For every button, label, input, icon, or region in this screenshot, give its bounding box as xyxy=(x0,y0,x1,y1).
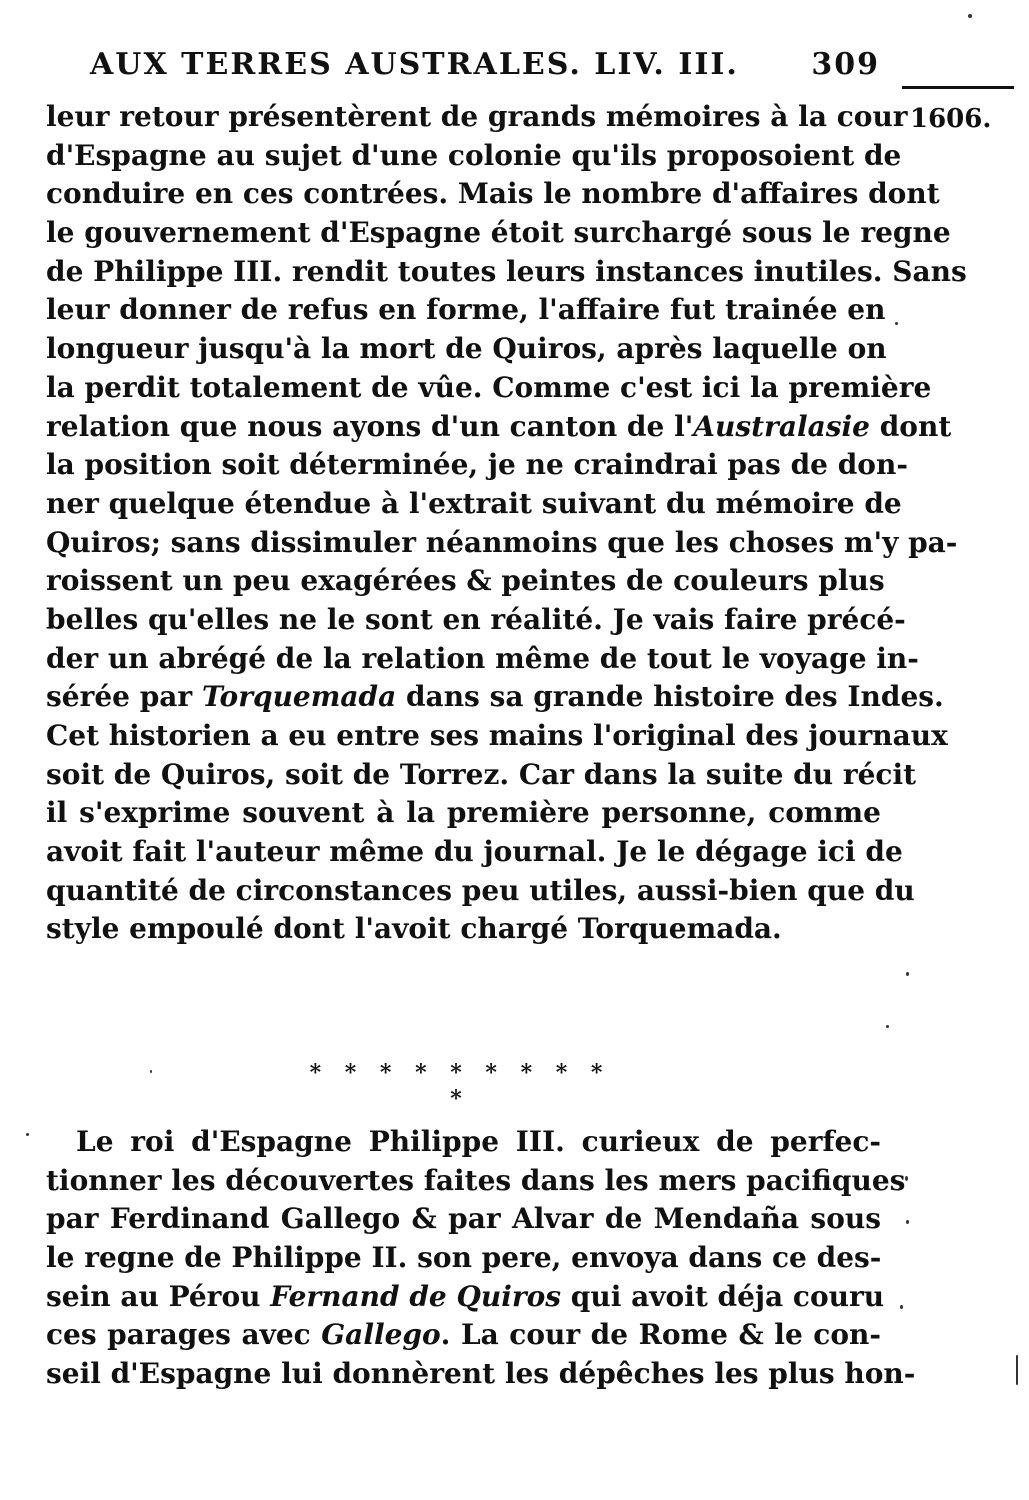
text-line: Quiros; sans dissimuler néanmoins que les choses m'y pa- xyxy=(46,525,958,559)
text-run: sérée par xyxy=(46,680,202,714)
text-line xyxy=(46,408,952,447)
text-run: dans sa grande histoire des Indes. xyxy=(396,680,944,714)
text-line: roissent un peu exagérées & peintes de couleurs plus xyxy=(46,564,885,598)
italic-term: Gallego xyxy=(321,1318,441,1352)
text-run: dont xyxy=(869,409,952,443)
text-run: ces parages avec xyxy=(46,1318,322,1352)
page-number: 309 xyxy=(811,47,880,82)
italic-term: Torquemada xyxy=(201,680,397,714)
scan-speck xyxy=(1016,1355,1018,1385)
text-line xyxy=(46,678,944,717)
italic-term: Fernand de Quiros xyxy=(270,1279,562,1313)
scan-speck xyxy=(895,322,898,325)
text-line: le gouvernement d'Espagne étoit surchargé sous le regne xyxy=(46,216,951,250)
page-header xyxy=(90,38,880,82)
text-run: sein au Pérou xyxy=(46,1279,271,1313)
text-line: Le roi d'Espagne Philippe III. curieux de perfec- xyxy=(76,1125,881,1158)
text-line: leur donner de refus en forme, l'affaire fut trainée en xyxy=(46,293,886,327)
text-run: qui avoit déja couru xyxy=(561,1279,885,1313)
text-line: la perdit totalement de vûe. Comme c'est ici la première xyxy=(46,370,932,404)
text-line: belles qu'elles ne le sont en réalité. Je vais faire précé- xyxy=(46,602,906,636)
text-line xyxy=(46,1316,881,1355)
text-line: le regne de Philippe II. son pere, envoya dans ce des- xyxy=(46,1241,882,1275)
text-line: la position soit déterminée, je ne craindrai pas de don- xyxy=(46,448,908,482)
scan-speck xyxy=(150,1070,152,1073)
text-line: d'Espagne au sujet d'une colonie qu'ils proposoient de xyxy=(46,138,902,172)
text-line: avoit fait l'auteur même du journal. Je le dégage ici de xyxy=(46,835,903,869)
paragraph-2 xyxy=(46,1123,916,1394)
text-line: style empoulé dont l'avoit chargé Torquemada. xyxy=(46,912,782,946)
text-line: soit de Quiros, soit de Torrez. Car dans la suite du récit xyxy=(46,757,917,791)
scan-speck xyxy=(906,972,909,976)
text-line: seil d'Espagne lui donnèrent les dépêches les plus hon- xyxy=(46,1357,916,1391)
scan-speck xyxy=(900,1305,903,1309)
text-line: quantité de circonstances peu utiles, aussi-bien que du xyxy=(46,873,915,907)
text-line: leur retour présentèrent de grands mémoires à la cour xyxy=(46,100,908,133)
text-run: relation que nous ayons d'un canton de l' xyxy=(46,409,694,443)
italic-term: Australasie xyxy=(693,409,870,443)
text-line: conduire en ces contrées. Mais le nombre d'affaires dont xyxy=(46,177,940,211)
text-line: longueur jusqu'à la mort de Quiros, après laquelle on xyxy=(46,332,887,366)
margin-rule xyxy=(902,86,1014,89)
text-line: tionner les découvertes faites dans les mers pacifiques xyxy=(46,1163,906,1197)
section-separator: * * * * * * * * * * xyxy=(309,1060,611,1112)
scan-speck xyxy=(906,1220,909,1224)
scan-speck xyxy=(905,1176,908,1181)
text-line: der un abrégé de la relation même de tout le voyage in- xyxy=(46,641,919,675)
scan-speck xyxy=(968,14,972,18)
text-line: Cet historien a eu entre ses mains l'original des journaux xyxy=(46,719,948,752)
text-line: ner quelque étendue à l'extrait suivant du mémoire de xyxy=(46,486,902,520)
margin-year-note: 1606. xyxy=(910,104,992,134)
scan-speck xyxy=(26,1133,29,1136)
text-line xyxy=(46,1278,885,1317)
text-line: de Philippe III. rendit toutes leurs instances inutiles. Sans xyxy=(46,254,967,288)
running-title: AUX TERRES AUSTRALES. LIV. III. xyxy=(90,47,739,82)
text-run: . La cour de Rome & le con- xyxy=(440,1318,881,1352)
text-line: il s'exprime souvent à la première personne, comme xyxy=(46,796,881,830)
scan-speck xyxy=(886,1025,889,1028)
text-line: par Ferdinand Gallego & par Alvar de Mendaña sous xyxy=(46,1202,881,1236)
